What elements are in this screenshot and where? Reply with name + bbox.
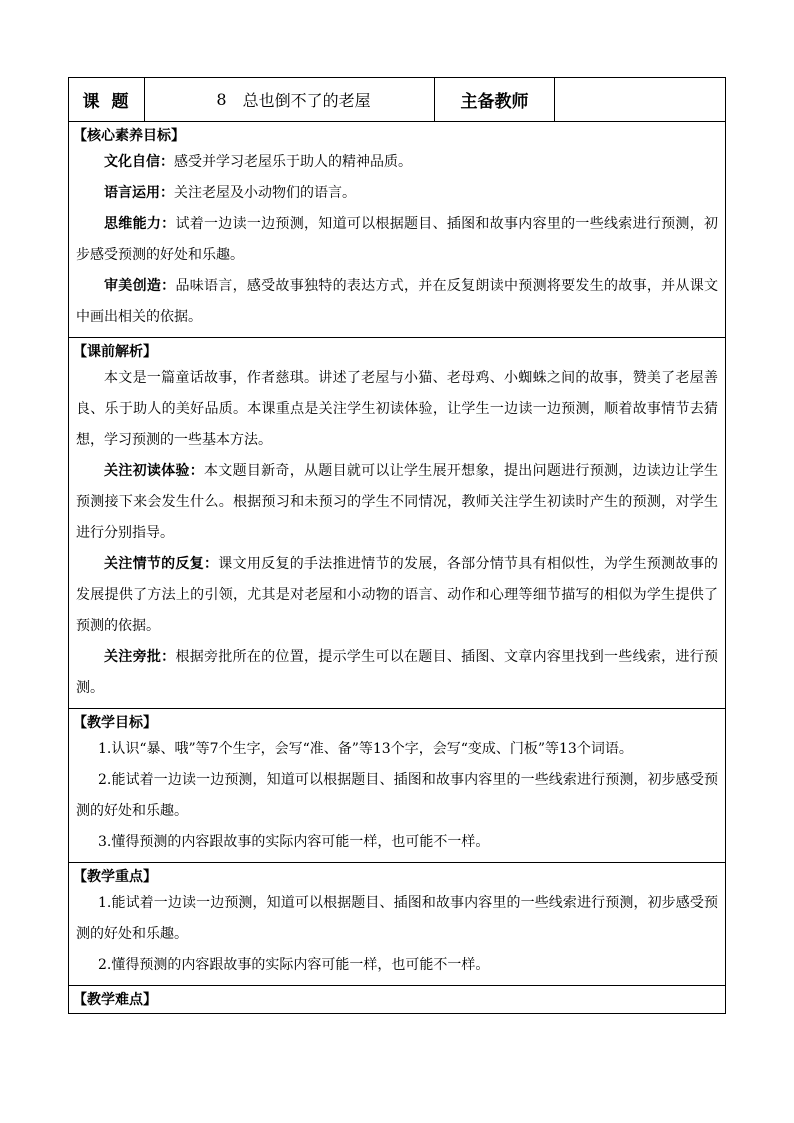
key-points-section [69, 863, 725, 986]
core-goal-item: 语言运用：关注老屋及小动物们的语言。 [104, 185, 356, 201]
goal-item: 3.懂得预测的内容跟故事的实际内容可能一样，也可能不一样。 [98, 834, 490, 850]
section-title: 【教学目标】 [73, 715, 157, 731]
core-goal-item: 文化自信：感受并学习老屋乐于助人的精神品质。 [104, 154, 412, 170]
pre-class-analysis-section [69, 338, 725, 709]
section-title: 【教学难点】 [73, 992, 157, 1008]
difficulties-section [69, 986, 725, 1013]
teacher-label: 主备教师 [435, 78, 555, 121]
lesson-number: 8 [216, 90, 227, 109]
section-title: 【课前解析】 [73, 344, 157, 360]
analysis-item: 关注情节的反复：课文用反复的手法推进情节的发展，各部分情节具有相似性，为学生预测故事的发展提供了方法上的引领，尤其是对老屋和小动物的语言、动作和心理等细节描写的相似为学生提供了预测的依据。 [76, 556, 719, 634]
header-row [69, 78, 725, 122]
key-point-item: 2.懂得预测的内容跟故事的实际内容可能一样，也可能不一样。 [98, 957, 490, 973]
goal-item: 2.能试着一边读一边预测，知道可以根据题目、插图和故事内容里的一些线索进行预测，初步感受预测的好处和乐趣。 [76, 772, 718, 819]
core-goals-section [69, 122, 725, 338]
teaching-goals-section [69, 709, 725, 863]
core-goal-item: 思维能力：试着一边读一边预测，知道可以根据题目、插图和故事内容里的一些线索进行预测，初步感受预测的好处和乐趣。 [76, 216, 719, 263]
analysis-intro: 本文是一篇童话故事，作者慈琪。讲述了老屋与小猫、老母鸡、小蜘蛛之间的故事，赞美了老屋善良、乐于助人的美好品质。本课重点是关注学生初读体验，让学生一边读一边预测，顺着故事情节去猜想，学习预测的一些基本方法。 [76, 370, 718, 448]
analysis-item: 关注旁批：根据旁批所在的位置，提示学生可以在题目、插图、文章内容里找到一些线索，进行预测。 [76, 649, 719, 696]
lesson-plan-table [68, 77, 726, 1014]
lesson-title: 总也倒不了的老屋 [242, 91, 371, 110]
section-title: 【核心素养目标】 [73, 128, 185, 144]
teacher-value [555, 78, 725, 121]
key-point-item: 1.能试着一边读一边预测，知道可以根据题目、插图和故事内容里的一些线索进行预测，初步感受预测的好处和乐趣。 [76, 895, 718, 942]
goal-item: 1.认识“暴、哦”等7个生字，会写“准、备”等13个字，会写“变成、门板”等13个词语。 [98, 741, 633, 757]
analysis-item: 关注初读体验：本文题目新奇，从题目就可以让学生展开想象，提出问题进行预测，边读边让学生预测接下来会发生什么。根据预习和未预习的学生不同情况，教师关注学生初读时产生的预测，对学生进行分别指导。 [76, 463, 718, 541]
core-goal-item: 审美创造：品味语言，感受故事独特的表达方式，并在反复朗读中预测将要发生的故事，并从课文中画出相关的依据。 [76, 278, 719, 325]
lesson-title-cell [145, 78, 435, 121]
section-title: 【教学重点】 [73, 869, 157, 885]
topic-label: 课题 [69, 78, 145, 121]
